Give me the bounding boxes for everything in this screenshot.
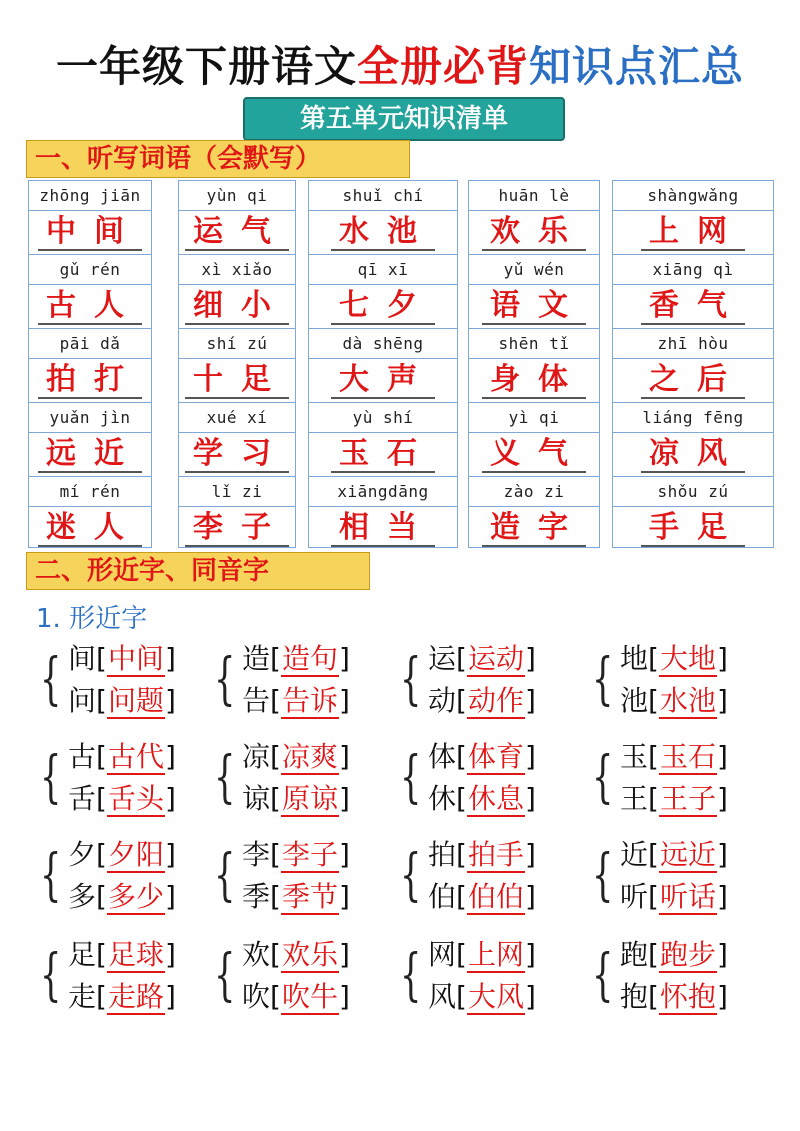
similar-char-pair xyxy=(214,834,404,924)
character: 告 xyxy=(242,684,271,717)
hanzi-word: 凉风 xyxy=(641,437,745,473)
example-word: 伯伯 xyxy=(467,880,524,913)
pinyin-cell: shǒu zú xyxy=(613,477,773,507)
pinyin-cell: xiāng qì xyxy=(613,255,773,285)
hanzi-word-cell xyxy=(613,359,773,403)
pinyin-cell: yùn qi xyxy=(179,181,295,211)
similar-char-pair xyxy=(214,934,404,1024)
close-bracket: ] xyxy=(338,980,350,1013)
hanzi-word: 十足 xyxy=(185,363,289,399)
character: 多 xyxy=(68,880,97,913)
character: 走 xyxy=(68,980,97,1013)
example-word: 拍手 xyxy=(467,838,524,871)
open-bracket: [ xyxy=(270,880,281,913)
pinyin-cell: gǔ rén xyxy=(29,255,151,285)
close-bracket: ] xyxy=(716,740,728,773)
hanzi-word: 拍打 xyxy=(38,363,142,399)
similar-char-pair xyxy=(592,736,782,826)
curly-brace-icon: { xyxy=(400,943,422,1008)
similar-char-pair xyxy=(592,638,782,728)
close-bracket: ] xyxy=(164,642,176,675)
open-bracket: [ xyxy=(456,838,467,871)
vocab-column xyxy=(28,180,152,548)
hanzi-word-cell xyxy=(309,433,457,477)
similar-char-line xyxy=(620,876,728,918)
hanzi-word: 迷人 xyxy=(38,511,142,547)
hanzi-word: 学习 xyxy=(185,437,289,473)
curly-brace-icon: { xyxy=(214,843,236,908)
hanzi-word: 之后 xyxy=(641,363,745,399)
character: 休 xyxy=(428,782,457,815)
close-bracket: ] xyxy=(716,838,728,871)
open-bracket: [ xyxy=(96,980,107,1013)
similar-char-line xyxy=(68,736,176,778)
example-word: 季节 xyxy=(281,880,338,913)
similar-char-pair xyxy=(592,934,782,1024)
pinyin-cell: yǔ wén xyxy=(469,255,599,285)
hanzi-word-cell xyxy=(309,211,457,255)
close-bracket: ] xyxy=(164,740,176,773)
hanzi-word: 玉石 xyxy=(331,437,435,473)
hanzi-word: 远近 xyxy=(38,437,142,473)
close-bracket: ] xyxy=(164,880,176,913)
close-bracket: ] xyxy=(524,642,536,675)
character: 风 xyxy=(428,980,457,1013)
curly-brace-icon: { xyxy=(592,843,614,908)
close-bracket: ] xyxy=(524,684,536,717)
close-bracket: ] xyxy=(524,880,536,913)
character: 古 xyxy=(68,740,97,773)
similar-char-line xyxy=(620,834,728,876)
character: 地 xyxy=(620,642,649,675)
pinyin-cell: xì xiǎo xyxy=(179,255,295,285)
pinyin-cell: yuǎn jìn xyxy=(29,403,151,433)
similar-char-line xyxy=(68,680,176,722)
hanzi-word: 细小 xyxy=(185,289,289,325)
section-heading-similar-chars: 二、形近字、同音字 xyxy=(26,552,370,590)
similar-char-line xyxy=(242,736,350,778)
close-bracket: ] xyxy=(524,938,536,971)
close-bracket: ] xyxy=(164,938,176,971)
open-bracket: [ xyxy=(96,938,107,971)
hanzi-word-cell xyxy=(469,359,599,403)
similar-char-line xyxy=(242,934,350,976)
hanzi-word-cell xyxy=(179,507,295,551)
hanzi-word-cell xyxy=(29,285,151,329)
open-bracket: [ xyxy=(456,880,467,913)
similar-char-line xyxy=(242,876,350,918)
title-part-grade: 一年级下册语文 xyxy=(55,42,357,91)
hanzi-word-cell xyxy=(29,507,151,551)
close-bracket: ] xyxy=(716,782,728,815)
pinyin-cell: huān lè xyxy=(469,181,599,211)
character: 听 xyxy=(620,880,649,913)
similar-char-line xyxy=(68,834,176,876)
similar-char-pair xyxy=(400,934,590,1024)
hanzi-word: 义气 xyxy=(482,437,586,473)
similar-char-line xyxy=(428,834,536,876)
example-word: 远近 xyxy=(659,838,716,871)
similar-char-line xyxy=(620,680,728,722)
curly-brace-icon: { xyxy=(214,647,236,712)
title-part-must-recite: 全册必背 xyxy=(356,42,529,91)
hanzi-word: 上网 xyxy=(641,215,745,251)
section-heading-dictation: 一、听写词语（会默写） xyxy=(26,140,410,178)
pinyin-cell: yì qi xyxy=(469,403,599,433)
character: 季 xyxy=(242,880,271,913)
similar-char-line xyxy=(620,778,728,820)
example-word: 大风 xyxy=(467,980,524,1013)
example-word: 王子 xyxy=(659,782,716,815)
hanzi-word-cell xyxy=(469,433,599,477)
example-word: 运动 xyxy=(467,642,524,675)
character: 拍 xyxy=(428,838,457,871)
curly-brace-icon: { xyxy=(400,647,422,712)
hanzi-word: 李子 xyxy=(185,511,289,547)
hanzi-word-cell xyxy=(613,507,773,551)
unit-banner: 第五单元知识清单 xyxy=(243,97,565,141)
pinyin-cell: zào zi xyxy=(469,477,599,507)
character: 抱 xyxy=(620,980,649,1013)
pinyin-cell: shēn tǐ xyxy=(469,329,599,359)
pinyin-cell: qī xī xyxy=(309,255,457,285)
open-bracket: [ xyxy=(270,740,281,773)
hanzi-word: 造字 xyxy=(482,511,586,547)
curly-brace-icon: { xyxy=(40,943,62,1008)
character: 跑 xyxy=(620,938,649,971)
similar-char-pair xyxy=(592,834,782,924)
close-bracket: ] xyxy=(338,782,350,815)
open-bracket: [ xyxy=(270,782,281,815)
example-word: 动作 xyxy=(467,684,524,717)
character: 凉 xyxy=(242,740,271,773)
character: 动 xyxy=(428,684,457,717)
similar-char-line xyxy=(68,876,176,918)
close-bracket: ] xyxy=(524,838,536,871)
example-word: 体育 xyxy=(467,740,524,773)
character: 王 xyxy=(620,782,649,815)
example-word: 多少 xyxy=(107,880,164,913)
open-bracket: [ xyxy=(96,880,107,913)
close-bracket: ] xyxy=(716,938,728,971)
close-bracket: ] xyxy=(164,782,176,815)
example-word: 吹牛 xyxy=(281,980,338,1013)
open-bracket: [ xyxy=(456,642,467,675)
hanzi-word-cell xyxy=(29,433,151,477)
similar-char-pair xyxy=(400,834,590,924)
close-bracket: ] xyxy=(164,980,176,1013)
similar-char-line xyxy=(428,736,536,778)
example-word: 水池 xyxy=(659,684,716,717)
pinyin-cell: shàngwǎng xyxy=(613,181,773,211)
open-bracket: [ xyxy=(648,838,659,871)
close-bracket: ] xyxy=(338,684,350,717)
hanzi-word: 运气 xyxy=(185,215,289,251)
similar-char-pair xyxy=(400,736,590,826)
similar-char-pair xyxy=(40,638,230,728)
open-bracket: [ xyxy=(648,642,659,675)
open-bracket: [ xyxy=(270,684,281,717)
close-bracket: ] xyxy=(524,980,536,1013)
open-bracket: [ xyxy=(96,684,107,717)
character: 造 xyxy=(242,642,271,675)
curly-brace-icon: { xyxy=(40,843,62,908)
example-word: 问题 xyxy=(107,684,164,717)
open-bracket: [ xyxy=(456,782,467,815)
curly-brace-icon: { xyxy=(400,745,422,810)
similar-char-line xyxy=(68,976,176,1018)
hanzi-word: 相当 xyxy=(331,511,435,547)
example-word: 告诉 xyxy=(281,684,338,717)
example-word: 玉石 xyxy=(659,740,716,773)
hanzi-word-cell xyxy=(309,507,457,551)
open-bracket: [ xyxy=(648,740,659,773)
close-bracket: ] xyxy=(338,740,350,773)
close-bracket: ] xyxy=(524,740,536,773)
character: 近 xyxy=(620,838,649,871)
open-bracket: [ xyxy=(270,642,281,675)
vocab-column xyxy=(178,180,296,548)
similar-char-line xyxy=(620,976,728,1018)
hanzi-word: 语文 xyxy=(482,289,586,325)
character: 吹 xyxy=(242,980,271,1013)
vocab-column xyxy=(468,180,600,548)
open-bracket: [ xyxy=(270,938,281,971)
hanzi-word: 欢乐 xyxy=(482,215,586,251)
close-bracket: ] xyxy=(716,980,728,1013)
vocab-column xyxy=(308,180,458,548)
curly-brace-icon: { xyxy=(592,745,614,810)
curly-brace-icon: { xyxy=(214,943,236,1008)
open-bracket: [ xyxy=(648,880,659,913)
hanzi-word: 香气 xyxy=(641,289,745,325)
example-word: 造句 xyxy=(281,642,338,675)
pinyin-cell: lǐ zi xyxy=(179,477,295,507)
character: 夕 xyxy=(68,838,97,871)
character: 欢 xyxy=(242,938,271,971)
hanzi-word-cell xyxy=(29,211,151,255)
curly-brace-icon: { xyxy=(40,745,62,810)
example-word: 原谅 xyxy=(281,782,338,815)
similar-char-line xyxy=(620,736,728,778)
example-word: 凉爽 xyxy=(281,740,338,773)
pinyin-cell: yù shí xyxy=(309,403,457,433)
pinyin-cell: liáng fēng xyxy=(613,403,773,433)
similar-char-line xyxy=(428,778,536,820)
curly-brace-icon: { xyxy=(592,647,614,712)
close-bracket: ] xyxy=(716,642,728,675)
example-word: 大地 xyxy=(659,642,716,675)
pinyin-cell: dà shēng xyxy=(309,329,457,359)
example-word: 上网 xyxy=(467,938,524,971)
similar-char-line xyxy=(242,680,350,722)
hanzi-word: 手足 xyxy=(641,511,745,547)
similar-char-line xyxy=(242,638,350,680)
example-word: 怀抱 xyxy=(659,980,716,1013)
example-word: 古代 xyxy=(107,740,164,773)
hanzi-word-cell xyxy=(29,359,151,403)
similar-char-line xyxy=(428,934,536,976)
pinyin-cell: xiāngdāng xyxy=(309,477,457,507)
open-bracket: [ xyxy=(270,980,281,1013)
hanzi-word: 大声 xyxy=(331,363,435,399)
similar-char-line xyxy=(428,638,536,680)
similar-char-line xyxy=(620,934,728,976)
hanzi-word-cell xyxy=(179,433,295,477)
similar-char-pair xyxy=(40,934,230,1024)
similar-char-line xyxy=(242,834,350,876)
pinyin-cell: shí zú xyxy=(179,329,295,359)
example-word: 李子 xyxy=(281,838,338,871)
similar-char-line xyxy=(68,638,176,680)
character: 李 xyxy=(242,838,271,871)
example-word: 跑步 xyxy=(659,938,716,971)
close-bracket: ] xyxy=(716,880,728,913)
hanzi-word-cell xyxy=(613,285,773,329)
similar-char-line xyxy=(428,976,536,1018)
open-bracket: [ xyxy=(96,782,107,815)
curly-brace-icon: { xyxy=(214,745,236,810)
hanzi-word-cell xyxy=(469,507,599,551)
dictation-word-grid xyxy=(28,180,774,548)
close-bracket: ] xyxy=(338,838,350,871)
example-word: 走路 xyxy=(107,980,164,1013)
open-bracket: [ xyxy=(648,782,659,815)
character: 舌 xyxy=(68,782,97,815)
open-bracket: [ xyxy=(456,938,467,971)
close-bracket: ] xyxy=(524,782,536,815)
similar-char-line xyxy=(428,680,536,722)
open-bracket: [ xyxy=(456,684,467,717)
hanzi-word-cell xyxy=(309,359,457,403)
pinyin-cell: zhī hòu xyxy=(613,329,773,359)
hanzi-word-cell xyxy=(179,359,295,403)
curly-brace-icon: { xyxy=(400,843,422,908)
hanzi-word: 水池 xyxy=(331,215,435,251)
hanzi-word: 身体 xyxy=(482,363,586,399)
hanzi-word: 七夕 xyxy=(331,289,435,325)
similar-char-line xyxy=(68,934,176,976)
example-word: 中间 xyxy=(107,642,164,675)
character: 间 xyxy=(68,642,97,675)
open-bracket: [ xyxy=(456,980,467,1013)
hanzi-word-cell xyxy=(613,433,773,477)
title-part-summary: 知识点汇总 xyxy=(529,42,745,91)
open-bracket: [ xyxy=(270,838,281,871)
character: 谅 xyxy=(242,782,271,815)
similar-char-line xyxy=(620,638,728,680)
hanzi-word-cell xyxy=(309,285,457,329)
open-bracket: [ xyxy=(648,684,659,717)
hanzi-word-cell xyxy=(469,211,599,255)
similar-char-pair xyxy=(214,736,404,826)
pinyin-cell: mí rén xyxy=(29,477,151,507)
page-title xyxy=(0,38,800,96)
similar-char-line xyxy=(68,778,176,820)
open-bracket: [ xyxy=(648,938,659,971)
character: 运 xyxy=(428,642,457,675)
close-bracket: ] xyxy=(338,880,350,913)
open-bracket: [ xyxy=(96,838,107,871)
example-word: 舌头 xyxy=(107,782,164,815)
character: 足 xyxy=(68,938,97,971)
close-bracket: ] xyxy=(716,684,728,717)
hanzi-word-cell xyxy=(179,285,295,329)
hanzi-word-cell xyxy=(613,211,773,255)
similar-char-pair xyxy=(214,638,404,728)
similar-char-line xyxy=(242,778,350,820)
similar-char-pair xyxy=(400,638,590,728)
close-bracket: ] xyxy=(164,684,176,717)
example-word: 休息 xyxy=(467,782,524,815)
close-bracket: ] xyxy=(164,838,176,871)
similar-char-line xyxy=(428,876,536,918)
example-word: 足球 xyxy=(107,938,164,971)
vocab-column xyxy=(612,180,774,548)
character: 池 xyxy=(620,684,649,717)
subsection-title-similar-chars: 1. 形近字 xyxy=(36,604,148,634)
character: 网 xyxy=(428,938,457,971)
similar-char-pair xyxy=(40,834,230,924)
example-word: 夕阳 xyxy=(107,838,164,871)
pinyin-cell: shuǐ chí xyxy=(309,181,457,211)
hanzi-word-cell xyxy=(469,285,599,329)
hanzi-word: 中间 xyxy=(38,215,142,251)
pinyin-cell: pāi dǎ xyxy=(29,329,151,359)
example-word: 欢乐 xyxy=(281,938,338,971)
similar-char-pair xyxy=(40,736,230,826)
character: 问 xyxy=(68,684,97,717)
close-bracket: ] xyxy=(338,938,350,971)
open-bracket: [ xyxy=(96,740,107,773)
character: 体 xyxy=(428,740,457,773)
pinyin-cell: zhōng jiān xyxy=(29,181,151,211)
open-bracket: [ xyxy=(648,980,659,1013)
example-word: 听话 xyxy=(659,880,716,913)
pinyin-cell: xué xí xyxy=(179,403,295,433)
similar-char-line xyxy=(242,976,350,1018)
curly-brace-icon: { xyxy=(592,943,614,1008)
open-bracket: [ xyxy=(96,642,107,675)
character: 伯 xyxy=(428,880,457,913)
hanzi-word: 古人 xyxy=(38,289,142,325)
character: 玉 xyxy=(620,740,649,773)
hanzi-word-cell xyxy=(179,211,295,255)
curly-brace-icon: { xyxy=(40,647,62,712)
open-bracket: [ xyxy=(456,740,467,773)
close-bracket: ] xyxy=(338,642,350,675)
